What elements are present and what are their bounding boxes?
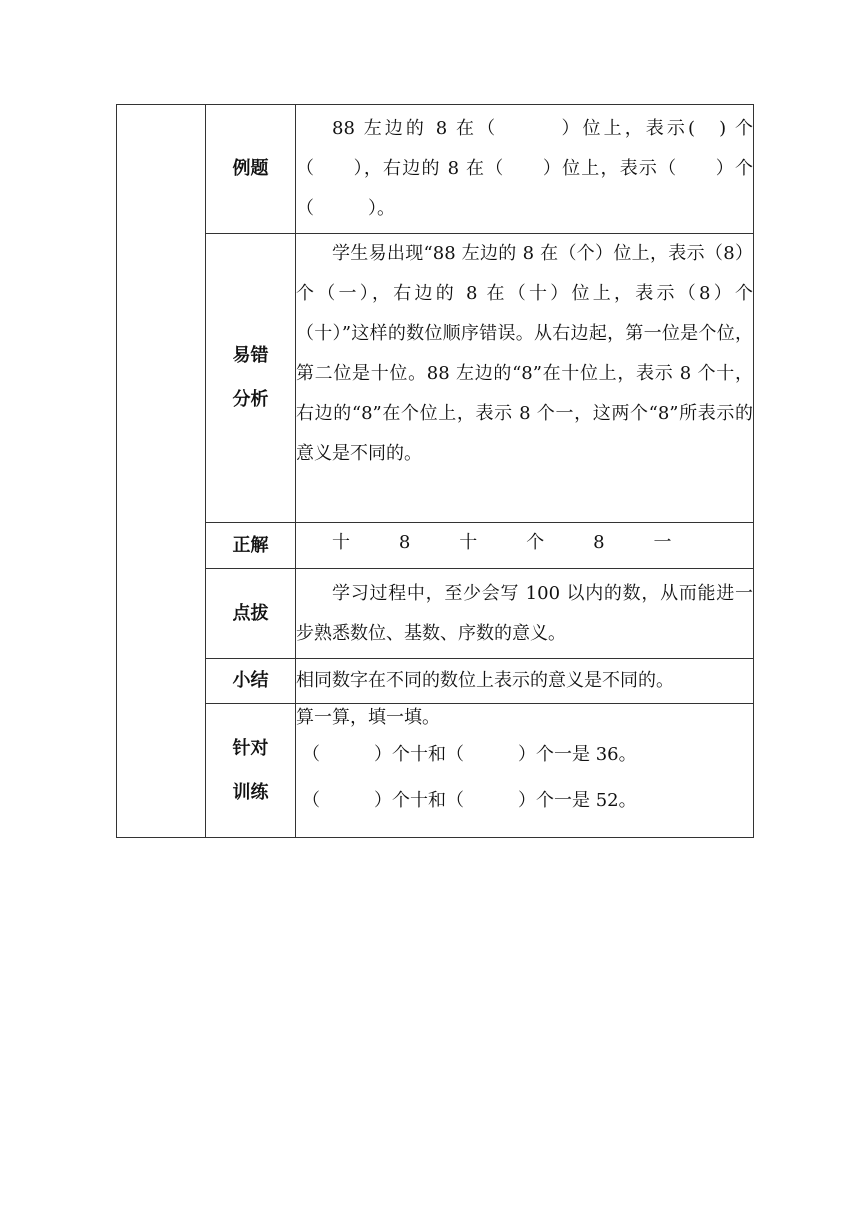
tip-text: 学习过程中，至少会写 100 以内的数，从而能进一步熟悉数位、基数、序数的意义。 bbox=[296, 569, 754, 659]
table-row-analysis bbox=[117, 234, 754, 523]
row-label-analysis bbox=[206, 234, 296, 523]
row-label-practice-line2: 训练 bbox=[232, 781, 269, 803]
analysis-text: 学生易出现“88 左边的 8 在（个）位上，表示（8）个（一），右边的 8 在（十）位上，表示（8）个（十）”这样的数位顺序错误。从右边起，第一位是个位，第二位是十位。88 左边的“8”在十位上，表示 8 个十，右边的“8”在个位上，表示 8 个一，这两个“8”所表示的意义是不同的。 bbox=[296, 234, 754, 523]
row-label-example: 例题 bbox=[206, 105, 296, 234]
lesson-table bbox=[116, 104, 754, 838]
table-row-answer bbox=[117, 523, 754, 569]
row-label-analysis-line2: 分析 bbox=[232, 389, 269, 410]
table-row-summary bbox=[117, 659, 754, 704]
row-label-practice-line1: 针对 bbox=[232, 737, 269, 759]
practice-cell bbox=[296, 704, 754, 838]
row-label-tip: 点拔 bbox=[206, 569, 296, 659]
summary-text: 相同数字在不同的数位上表示的意义是不同的。 bbox=[296, 659, 754, 704]
row-label-analysis-line1: 易错 bbox=[232, 345, 269, 366]
table-row-example bbox=[117, 105, 754, 234]
practice-item-2: （ ）个十和（ ）个一是 52。 bbox=[302, 790, 637, 811]
table-row-practice bbox=[117, 704, 754, 838]
practice-title: 算一算，填一填。 bbox=[296, 707, 440, 728]
row-label-summary: 小结 bbox=[206, 659, 296, 704]
left-blank-column bbox=[117, 105, 206, 838]
table-row-tip bbox=[117, 569, 754, 659]
practice-item-1: （ ）个十和（ ）个一是 36。 bbox=[302, 744, 637, 765]
row-label-practice bbox=[206, 704, 296, 838]
row-label-answer: 正解 bbox=[206, 523, 296, 569]
answer-text: 十 8 十 个 8 一 bbox=[296, 523, 754, 569]
example-text: 88 左边的 8 在（ ）位上，表示( ) 个（ ），右边的 8 在（ ）位上，表示（ ）个（ ）。 bbox=[296, 105, 754, 234]
